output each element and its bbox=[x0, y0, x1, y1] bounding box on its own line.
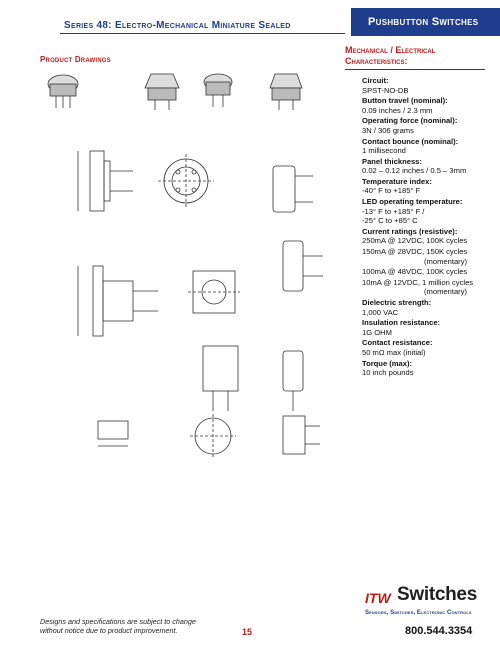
round-switch-photo-1 bbox=[48, 75, 78, 108]
spec-label: Circuit: bbox=[362, 76, 389, 85]
spec-value: 0.09 inches / 2.3 mm bbox=[362, 105, 433, 115]
spec-label: Panel thickness: bbox=[362, 156, 422, 166]
panel-cutout-drawing bbox=[188, 271, 240, 313]
spec-label: Operating force (nominal): bbox=[362, 116, 458, 126]
spec-label: Current ratings (resistive): bbox=[362, 226, 458, 236]
spec-item bbox=[362, 116, 496, 135]
square-switch-photo-2 bbox=[270, 74, 302, 110]
spec-label: LED operating temperature: bbox=[362, 197, 463, 207]
spec-item bbox=[362, 298, 496, 317]
spec-label: Button travel (nominal): bbox=[362, 96, 448, 106]
spec-value: 1,000 VAC bbox=[362, 307, 399, 317]
spec-item bbox=[362, 338, 496, 357]
spec-value: -13° F to +185° F / bbox=[362, 206, 425, 216]
spec-label: Torque (max): bbox=[362, 358, 413, 368]
spec-item bbox=[362, 227, 496, 297]
spec-label: Insulation resistance: bbox=[362, 318, 441, 328]
spec-value: 250mA @ 12VDC, 100K cycles bbox=[362, 236, 468, 246]
series-title: Series 48: Electro-Mechanical Miniature Sealed bbox=[64, 20, 291, 31]
spec-value: 150mA @ 28VDC, 150K cycles bbox=[362, 247, 468, 256]
disclaimer-line2: without notice due to product improvement. bbox=[40, 626, 178, 635]
spec-label: Contact resistance: bbox=[362, 338, 433, 348]
characteristics-heading-line1: Mechanical / Electrical bbox=[345, 45, 436, 55]
spec-item bbox=[362, 137, 496, 156]
characteristics-heading-line2: Characteristics: bbox=[345, 56, 408, 66]
spec-item bbox=[362, 197, 496, 226]
characteristics-rule bbox=[345, 69, 485, 70]
spec-value: 3N / 306 grams bbox=[362, 125, 414, 135]
characteristics-heading bbox=[345, 45, 485, 67]
company-tagline: Sensors, Switches, Electronic Controls bbox=[365, 610, 472, 616]
spec-value: 1 millisecond bbox=[362, 146, 406, 156]
logo-wordmark: Switches bbox=[397, 584, 477, 605]
square-switch-photo-1 bbox=[145, 74, 179, 110]
logo-itw-mark: ITW bbox=[365, 590, 391, 606]
bottom-right-drawing bbox=[283, 416, 320, 454]
spec-value: -40° F to +185° F bbox=[362, 186, 421, 196]
side-view-drawing-4 bbox=[283, 351, 303, 411]
spec-value: 100mA @ 48VDC, 100K cycles bbox=[362, 267, 468, 277]
bottom-center-drawing bbox=[190, 414, 236, 458]
spec-label: Contact bounce (nominal): bbox=[362, 136, 459, 146]
product-drawings-heading: Product Drawings bbox=[40, 55, 111, 64]
series-title-rule bbox=[60, 33, 345, 34]
spec-value: (momentary) bbox=[424, 287, 468, 297]
spec-value: 10mA @ 12VDC, 1 million cycles bbox=[362, 277, 474, 287]
spec-item bbox=[362, 318, 496, 337]
spec-value: (momentary) bbox=[424, 256, 468, 266]
spec-value: 50 mΩ max (initial) bbox=[362, 347, 426, 357]
side-view-drawing-3 bbox=[283, 241, 323, 291]
phone-number: 800.544.3354 bbox=[405, 625, 473, 637]
terminal-drawing bbox=[203, 346, 238, 411]
specifications-list bbox=[362, 76, 496, 378]
mounting-drawing bbox=[78, 266, 158, 336]
spec-item bbox=[362, 96, 496, 115]
product-drawings bbox=[38, 66, 338, 466]
spec-value: -25° C to +85° C bbox=[362, 216, 418, 226]
company-logo bbox=[365, 584, 485, 612]
spec-value: 1G OHM bbox=[362, 327, 392, 337]
page-number: 15 bbox=[242, 627, 253, 637]
spec-value: 10 inch pounds bbox=[362, 368, 414, 378]
category-tab: Pushbutton Switches bbox=[351, 8, 500, 36]
spec-value: SPST-NO-DB bbox=[362, 85, 409, 95]
side-view-drawing-1 bbox=[78, 151, 133, 211]
spec-item bbox=[362, 76, 496, 95]
bottom-left-drawing bbox=[98, 421, 128, 446]
disclaimer-line1: Designs and specifications are subject to change bbox=[40, 617, 196, 626]
spec-item bbox=[362, 157, 496, 176]
spec-value: 0.02 – 0.12 inches / 0.5 – 3mm bbox=[362, 166, 467, 176]
disclaimer bbox=[40, 617, 220, 635]
spec-label: Temperature index: bbox=[362, 176, 432, 186]
front-view-drawing bbox=[158, 154, 214, 208]
spec-label: Dielectric strength: bbox=[362, 298, 432, 308]
round-switch-photo-2 bbox=[204, 74, 232, 107]
side-view-drawing-2 bbox=[273, 166, 313, 212]
spec-item bbox=[362, 177, 496, 196]
spec-item bbox=[362, 359, 496, 378]
